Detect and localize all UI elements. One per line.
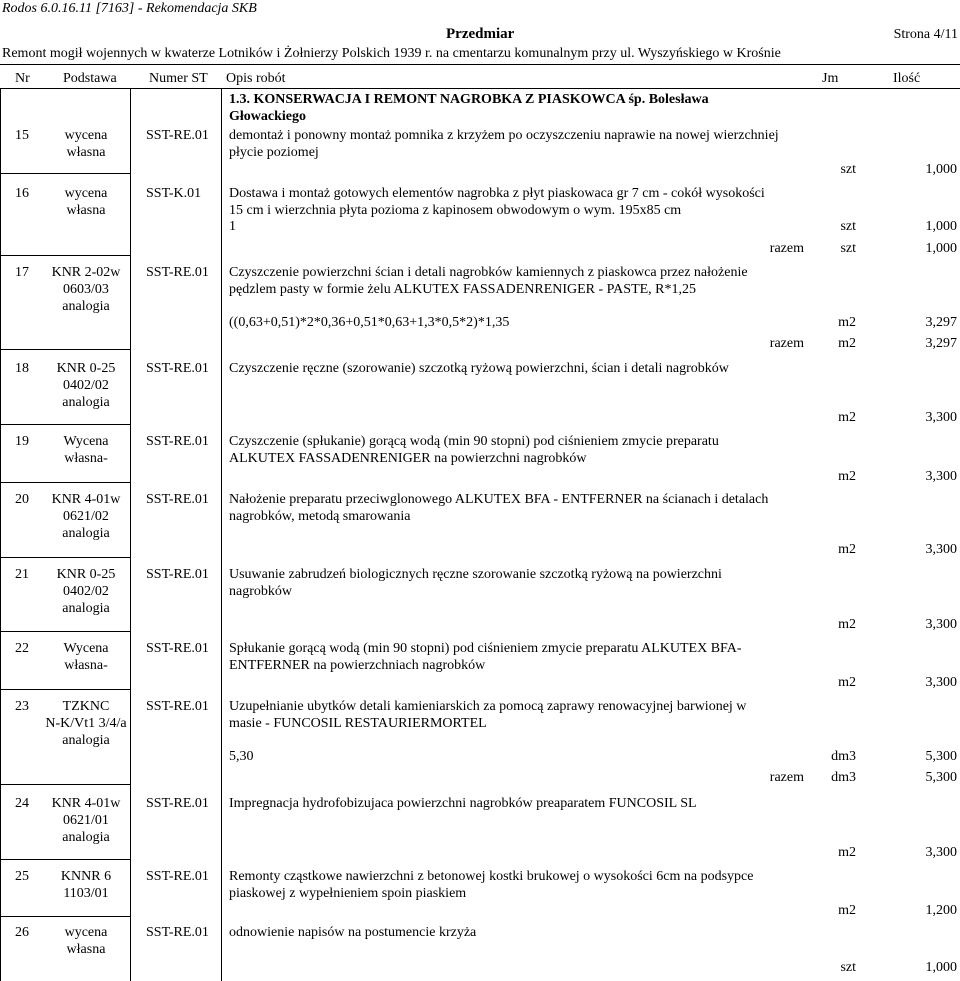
row-unit: szt bbox=[840, 162, 856, 177]
row-description-line2: ALKUTEX FASSADENRENIGER na powierzchni nagrobków bbox=[229, 451, 587, 466]
row-basis-line2: 1103/01 bbox=[63, 886, 109, 901]
row-description-line1: Czyszczenie (spłukanie) gorącą wodą (min 90 stopni) pod ciśnieniem zmycie preparatu bbox=[229, 434, 719, 449]
row-spec-code: SST-RE.01 bbox=[146, 925, 209, 940]
col-rule-left bbox=[0, 88, 1, 981]
row-unit: m2 bbox=[838, 903, 856, 918]
row-basis-line1: KNR 2-02w bbox=[51, 265, 121, 280]
row-number: 23 bbox=[15, 699, 29, 714]
row-number: 22 bbox=[15, 641, 29, 656]
row-number: 21 bbox=[15, 567, 29, 582]
row-separator-podstawa bbox=[0, 482, 130, 483]
row-quantity: 3,300 bbox=[925, 542, 957, 557]
col-rule-st bbox=[221, 88, 222, 981]
row-total-label: razem bbox=[769, 241, 804, 256]
row-separator-podstawa bbox=[0, 916, 130, 917]
row-basis-line3: analogia bbox=[62, 733, 110, 748]
row-basis-line3: analogia bbox=[62, 299, 110, 314]
row-number: 16 bbox=[15, 186, 29, 201]
row-number: 20 bbox=[15, 492, 29, 507]
row-separator-podstawa bbox=[0, 631, 130, 632]
row-description-line2: płycie poziomej bbox=[229, 145, 319, 160]
row-quantity: 1,000 bbox=[925, 960, 957, 975]
row-total-unit: dm3 bbox=[831, 770, 856, 785]
header-bottom-rule bbox=[0, 88, 960, 89]
row-separator-podstawa bbox=[0, 349, 130, 350]
row-spec-code: SST-RE.01 bbox=[146, 869, 209, 884]
row-unit: szt bbox=[840, 219, 856, 234]
row-basis-line1: KNNR 6 bbox=[60, 869, 112, 884]
row-total-quantity: 5,300 bbox=[925, 770, 957, 785]
row-description-line1: Nałożenie preparatu przeciwglonowego ALKUTEX BFA - ENTFERNER na ścianach i detalach bbox=[229, 492, 769, 507]
row-spec-code: SST-RE.01 bbox=[146, 265, 209, 280]
row-description-line1: demontaż i ponowny montaż pomnika z krzyżem po oczyszczeniu naprawie na nowej wierzchniej bbox=[229, 128, 779, 143]
row-spec-code: SST-RE.01 bbox=[146, 361, 209, 376]
row-unit: m2 bbox=[838, 410, 856, 425]
row-description-line1: Usuwanie zabrudzeń biologicznych ręczne szorowanie szczotką ryżową na powierzchni bbox=[229, 567, 722, 582]
row-separator-podstawa bbox=[0, 424, 130, 425]
row-basis-line1: Wycena bbox=[63, 641, 109, 656]
row-quantity: 3,300 bbox=[925, 469, 957, 484]
row-basis-line3: analogia bbox=[62, 526, 110, 541]
row-description-line2: ENTFERNER na powierzchniach nagrobków bbox=[229, 658, 486, 673]
row-unit: szt bbox=[840, 960, 856, 975]
row-basis-line2: 0621/02 bbox=[63, 509, 109, 524]
row-basis-line2: N-K/Vt1 3/4/a bbox=[45, 716, 127, 731]
row-calculation: ((0,63+0,51)*2*0,36+0,51*0,63+1,3*0,5*2)*1,35 bbox=[229, 315, 510, 330]
row-separator-podstawa bbox=[0, 859, 130, 860]
row-spec-code: SST-RE.01 bbox=[146, 796, 209, 811]
row-description-line1: odnowienie napisów na postumencie krzyża bbox=[229, 925, 477, 940]
row-number: 25 bbox=[15, 869, 29, 884]
row-basis-line2: 0402/02 bbox=[63, 584, 109, 599]
col-header-opis: Opis robót bbox=[226, 71, 286, 86]
row-calculation: 1 bbox=[229, 219, 236, 234]
row-spec-code: SST-RE.01 bbox=[146, 492, 209, 507]
col-header-nr: Nr bbox=[15, 71, 30, 86]
page-number: Strona 4/11 bbox=[893, 27, 958, 42]
row-total-quantity: 3,297 bbox=[925, 336, 957, 351]
row-description-line2: masie - FUNCOSIL RESTAURIERMORTEL bbox=[229, 716, 487, 731]
row-number: 24 bbox=[15, 796, 29, 811]
row-description-line2: nagrobków bbox=[229, 584, 292, 599]
row-calculation: 5,30 bbox=[229, 749, 254, 764]
row-basis-line1: TZKNC bbox=[62, 699, 110, 714]
section-title-line2: Głowackiego bbox=[229, 109, 306, 124]
row-spec-code: SST-RE.01 bbox=[146, 641, 209, 656]
row-basis-line1: wycena bbox=[64, 128, 108, 143]
row-quantity: 3,297 bbox=[925, 315, 957, 330]
row-unit: m2 bbox=[838, 845, 856, 860]
project-title: Remont mogił wojennych w kwaterze Lotników i Żołnierzy Polskich 1939 r. na cmentarzu komunalnym przy ul. Wyszyńskiego w Krośnie bbox=[2, 46, 781, 61]
row-total-label: razem bbox=[769, 770, 804, 785]
row-quantity: 3,300 bbox=[925, 675, 957, 690]
row-basis-line2: 0621/01 bbox=[63, 813, 109, 828]
row-unit: dm3 bbox=[831, 749, 856, 764]
row-unit: m2 bbox=[838, 617, 856, 632]
row-quantity: 1,000 bbox=[925, 219, 957, 234]
row-number: 19 bbox=[15, 434, 29, 449]
row-basis-line2: 0402/02 bbox=[63, 378, 109, 393]
row-separator-podstawa bbox=[0, 689, 130, 690]
row-basis-line2: własna bbox=[66, 145, 106, 160]
row-basis-line2: 0603/03 bbox=[63, 282, 109, 297]
row-basis-line2: własna bbox=[66, 203, 106, 218]
col-header-podstawa: Podstawa bbox=[63, 71, 117, 86]
row-basis-line2: własna bbox=[66, 942, 106, 957]
row-description-line2: nagrobków, metodą smarowania bbox=[229, 509, 411, 524]
row-basis-line1: wycena bbox=[64, 925, 108, 940]
row-basis-line1: KNR 0-25 bbox=[56, 361, 116, 376]
row-quantity: 3,300 bbox=[925, 617, 957, 632]
row-quantity: 1,000 bbox=[925, 162, 957, 177]
row-description-line2: 15 cm i wierzchnia płyta pozioma z kapinosem obwodowym o wym. 195x85 cm bbox=[229, 203, 682, 218]
row-separator-podstawa bbox=[0, 557, 130, 558]
row-quantity: 1,200 bbox=[925, 903, 957, 918]
row-unit: m2 bbox=[838, 542, 856, 557]
row-description-line1: Uzupełnianie ubytków detali kamieniarskich za pomocą zaprawy renowacyjnej barwionej w bbox=[229, 699, 747, 714]
col-header-jm: Jm bbox=[822, 71, 839, 86]
row-basis-line3: analogia bbox=[62, 830, 110, 845]
app-version-line: Rodos 6.0.16.11 [7163] - Rekomendacja SKB bbox=[2, 1, 257, 16]
row-total-unit: szt bbox=[840, 241, 856, 256]
row-spec-code: SST-K.01 bbox=[146, 186, 202, 201]
row-unit: m2 bbox=[838, 315, 856, 330]
row-spec-code: SST-RE.01 bbox=[146, 699, 209, 714]
row-spec-code: SST-RE.01 bbox=[146, 128, 209, 143]
row-separator-podstawa bbox=[0, 784, 130, 785]
row-total-quantity: 1,000 bbox=[925, 241, 957, 256]
row-quantity: 5,300 bbox=[925, 749, 957, 764]
row-basis-line3: analogia bbox=[62, 601, 110, 616]
row-separator-podstawa bbox=[0, 255, 130, 256]
row-basis-line1: KNR 4-01w bbox=[51, 492, 121, 507]
row-description-line2: pędzlem pasty w formie żelu ALKUTEX FASSADENRENIGER - PASTE, R*1,25 bbox=[229, 282, 697, 297]
row-basis-line3: analogia bbox=[62, 395, 110, 410]
row-basis-line2: własna- bbox=[64, 658, 108, 673]
col-header-ilosc: Ilość bbox=[893, 71, 921, 86]
row-description-line1: Dostawa i montaż gotowych elementów nagrobka z płyt piaskowaca gr 7 cm - cokół wysokości bbox=[229, 186, 765, 201]
section-title-line1: 1.3. KONSERWACJA I REMONT NAGROBKA Z PIASKOWCA śp. Bolesława bbox=[229, 92, 709, 107]
row-basis-line1: wycena bbox=[64, 186, 108, 201]
header-top-rule bbox=[0, 64, 960, 65]
row-unit: m2 bbox=[838, 469, 856, 484]
row-number: 18 bbox=[15, 361, 29, 376]
row-spec-code: SST-RE.01 bbox=[146, 567, 209, 582]
row-separator-podstawa bbox=[0, 173, 130, 174]
row-unit: m2 bbox=[838, 675, 856, 690]
row-number: 17 bbox=[15, 265, 29, 280]
row-quantity: 3,300 bbox=[925, 410, 957, 425]
row-description-line1: Spłukanie gorącą wodą (min 90 stopni) pod ciśnieniem zmycie preparatu ALKUTEX BFA- bbox=[229, 641, 742, 656]
row-basis-line1: Wycena bbox=[63, 434, 109, 449]
row-number: 15 bbox=[15, 128, 29, 143]
row-basis-line1: KNR 0-25 bbox=[56, 567, 116, 582]
row-basis-line2: własna- bbox=[64, 451, 108, 466]
document-title: Przedmiar bbox=[446, 26, 515, 42]
row-basis-line1: KNR 4-01w bbox=[51, 796, 121, 811]
row-quantity: 3,300 bbox=[925, 845, 957, 860]
row-description-line2: piaskowej z wypełnieniem spoin piaskiem bbox=[229, 886, 467, 901]
row-number: 26 bbox=[15, 925, 29, 940]
row-spec-code: SST-RE.01 bbox=[146, 434, 209, 449]
row-description-line1: Czyszczenie ręczne (szorowanie) szczotką ryżową powierzchni, ścian i detali nagrobków bbox=[229, 361, 729, 376]
col-header-numer-st: Numer ST bbox=[149, 71, 208, 86]
row-description-line1: Impregnacja hydrofobizujaca powierzchni nagrobków preaparatem FUNCOSIL SL bbox=[229, 796, 697, 811]
row-total-unit: m2 bbox=[838, 336, 856, 351]
row-description-line1: Czyszczenie powierzchni ścian i detali nagrobków kamiennych z piaskowca przez nałożenie bbox=[229, 265, 748, 280]
row-total-label: razem bbox=[769, 336, 804, 351]
row-description-line1: Remonty cząstkowe nawierzchni z betonowej kostki brukowej o wysokości 6cm na podsypce bbox=[229, 869, 754, 884]
